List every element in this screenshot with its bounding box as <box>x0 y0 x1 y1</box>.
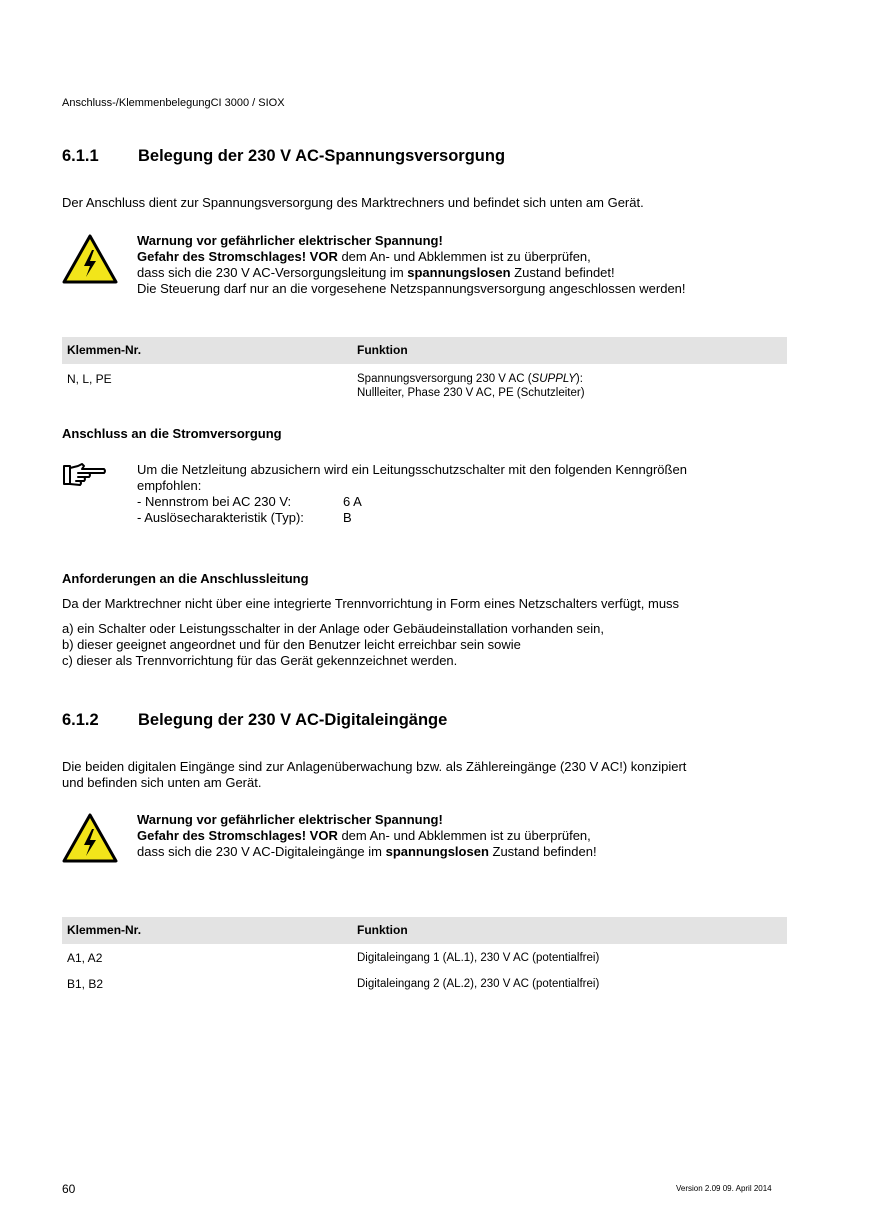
table-header <box>62 337 787 364</box>
terminal-cell: N, L, PE <box>67 372 112 386</box>
section-title: Belegung der 230 V AC-Spannungsversorgung <box>138 147 506 165</box>
list-item: c) dieser als Trennvorrichtung für das Gerät gekennzeichnet werden. <box>62 653 458 668</box>
high-voltage-warning-icon <box>62 813 118 863</box>
column-header-terminal: Klemmen-Nr. <box>67 343 142 357</box>
terminal-cell: B1, B2 <box>67 977 104 991</box>
section-number: 6.1.2 <box>62 711 99 729</box>
warning-block <box>137 233 686 297</box>
terminal-cell: A1, A2 <box>67 951 103 965</box>
list-item: a) ein Schalter oder Leistungsschalter in der Anlage oder Gebäudeinstallation vorhanden sein, <box>62 621 605 636</box>
function-cell: Spannungsversorgung 230 V AC (SUPPLY): Nullleiter, Phase 230 V AC, PE (Schutzleiter) <box>357 373 585 399</box>
requirement-list <box>62 621 604 669</box>
column-header-function: Funktion <box>357 343 408 357</box>
running-header: Anschluss-/KlemmenbelegungCI 3000 / SIOX <box>62 97 285 109</box>
version-info: Version 2.09 09. April 2014 <box>676 1184 772 1193</box>
table-row <box>62 951 787 969</box>
section-number: 6.1.1 <box>62 147 99 165</box>
high-voltage-warning-icon <box>62 234 118 284</box>
warning-line: dass sich die 230 V AC-Versorgungsleitung im spannungslosen Zustand befindet! <box>137 265 615 280</box>
warning-block <box>137 812 597 860</box>
spec-row: - Nennstrom bei AC 230 V: 6 A <box>137 494 362 509</box>
table-row <box>62 977 787 995</box>
table-header <box>62 917 787 944</box>
recommendation-block: Um die Netzleitung abzusichern wird ein Leitungsschutzschalter mit den folgenden Kenngrößen empfohlen: - Nennstrom bei AC 230 V: 6 A - Auslösecharakteristik (Typ): B <box>137 462 687 525</box>
spec-row: - Auslösecharakteristik (Typ): B <box>137 510 352 525</box>
page-number: 60 <box>62 1182 76 1196</box>
function-cell: Digitaleingang 2 (AL.2), 230 V AC (potentialfrei) <box>357 978 600 990</box>
column-header-terminal: Klemmen-Nr. <box>67 923 142 937</box>
paragraph: Da der Marktrechner nicht über eine integrierte Trennvorrichtung in Form eines Netzschalters verfügt, muss <box>62 596 680 611</box>
table-row <box>62 372 787 404</box>
list-item: b) dieser geeignet angeordnet und für den Benutzer leicht erreichbar sein sowie <box>62 637 521 652</box>
section-heading-611 <box>62 147 505 166</box>
warning-line: Gefahr des Stromschlages! VOR dem An- und Abklemmen ist zu überprüfen, <box>137 249 591 264</box>
section-intro: Der Anschluss dient zur Spannungsversorgung des Marktrechners und befindet sich unten am Gerät. <box>62 195 644 210</box>
section-heading-612 <box>62 711 447 730</box>
section-title: Belegung der 230 V AC-Digitaleingänge <box>138 711 448 729</box>
subsection-title: Anschluss an die Stromversorgung <box>62 426 282 441</box>
section-intro: Die beiden digitalen Eingänge sind zur Anlagenüberwachung bzw. als Zählereingänge (230 V AC!) konzipiert und befinden sich unten am Gerät. <box>62 759 687 790</box>
warning-line: dass sich die 230 V AC-Digitaleingänge im spannungslosen Zustand befinden! <box>137 844 597 859</box>
function-cell: Digitaleingang 1 (AL.1), 230 V AC (potentialfrei) <box>357 952 600 964</box>
warning-title: Warnung vor gefährlicher elektrischer Spannung! <box>137 812 443 827</box>
pointing-hand-icon <box>62 462 108 488</box>
column-header-function: Funktion <box>357 923 408 937</box>
subsection-title: Anforderungen an die Anschlussleitung <box>62 571 309 586</box>
warning-line: Gefahr des Stromschlages! VOR dem An- und Abklemmen ist zu überprüfen, <box>137 828 591 843</box>
warning-title: Warnung vor gefährlicher elektrischer Spannung! <box>137 233 443 248</box>
warning-line: Die Steuerung darf nur an die vorgesehene Netzspannungsversorgung angeschlossen werden! <box>137 281 686 296</box>
